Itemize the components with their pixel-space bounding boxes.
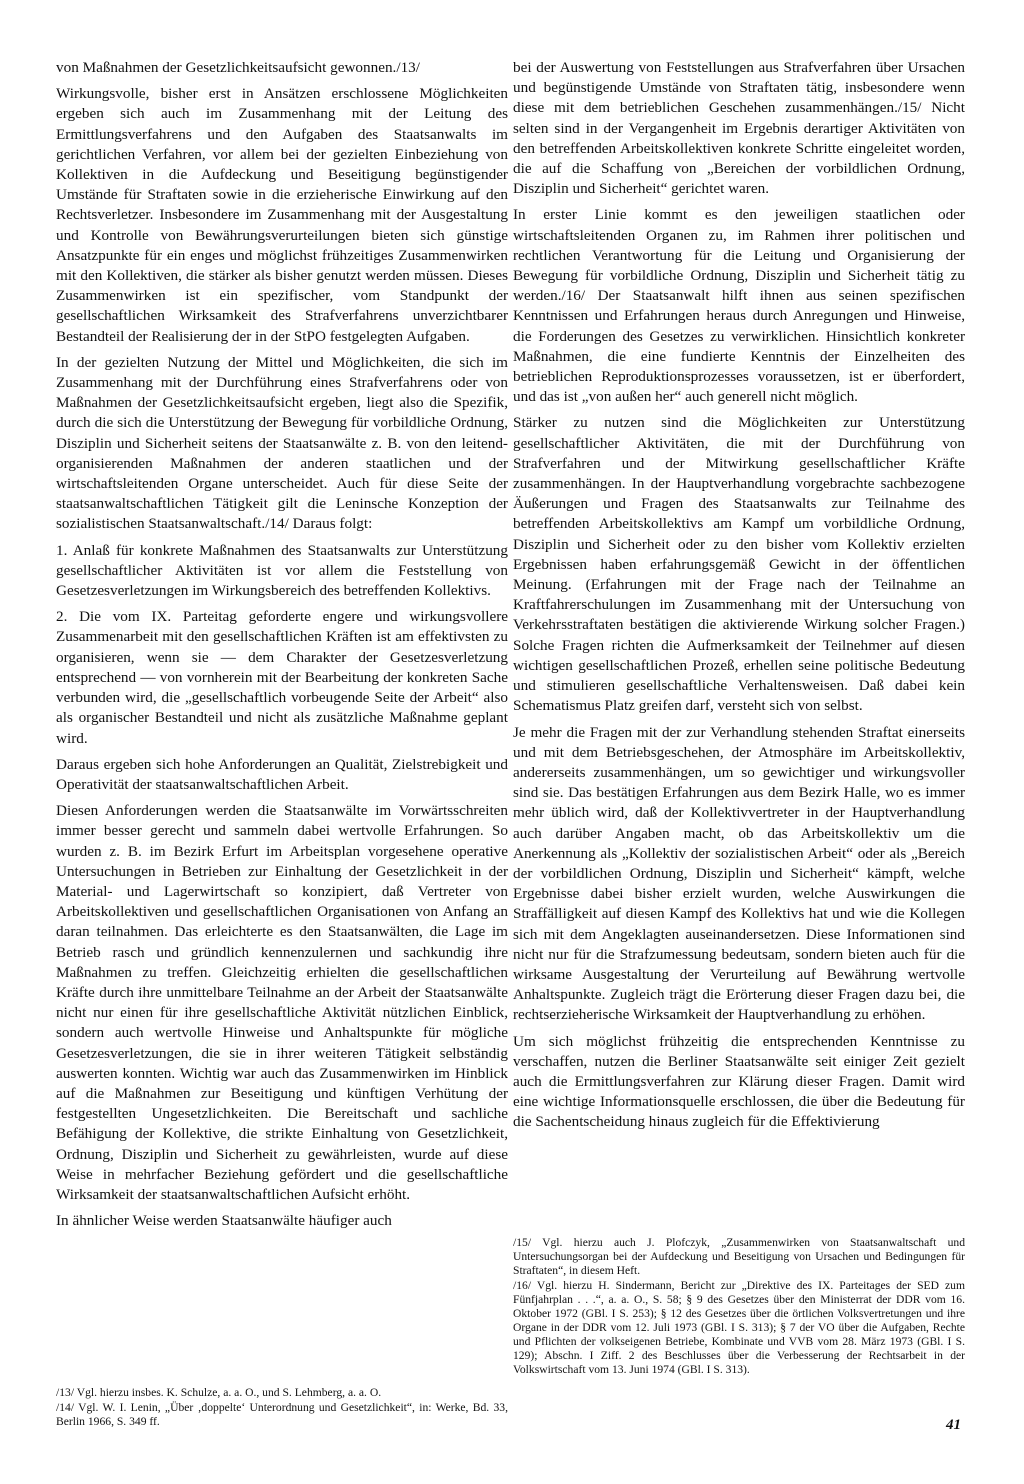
numbered-paragraph: 2. Die vom IX. Parteitag geforderte engere und wirkungsvollere Zusammenarbeit mit den gesellschaftlichen Kräften ist am effektivsten zu organisieren, wenn sie — dem Charakter der Gesetzesverletzung entsprechend — von vornherein mit der Bearbeitung der konkreten Sache verbunden wird, die „gesellschaftlich vorbeugende Seite der Arbeit“ also als organischer Bestandteil und nicht als zusätzliche Maßnahme geplant wird. [56,608,508,747]
footnote: /14/ Vgl. W. I. Lenin, „Über ‚doppelte‘ Unterordnung und Gesetzlichkeit“, in: Werke, Bd. 33, Berlin 1966, S. 349 ff. [56,1401,508,1428]
right-column [513,58,965,1139]
left-footnotes [56,1386,508,1430]
paragraph: Daraus ergeben sich hohe Anforderungen an Qualität, Zielstrebigkeit und Operativität der staatsanwaltschaftlichen Arbeit. [56,755,508,793]
paragraph: In ähnlicher Weise werden Staatsanwälte häufiger auch [56,1212,392,1230]
paragraph: bei der Auswertung von Feststellungen aus Strafverfahren über Ursachen und begünstigende Umstände von Straftaten tätig, insbesondere wenn diese mit dem betrieblichen Geschehen zusammenhängen./15/ Nicht selten sind in der Vergangenheit im Ergebnis derartiger Aktivitäten von den betreffenden Arbeitskollektiven konkrete Schritte eingeleitet worden, die auf die Schaffung von „Bereichen der vorbildlichen Ordnung, Disziplin und Sicherheit“ gerichtet waren. [513,59,965,198]
paragraph: von Maßnahmen der Gesetzlichkeitsaufsicht gewonnen./13/ [56,59,420,76]
left-column [56,58,508,1237]
footnote: /15/ Vgl. hierzu auch J. Plofczyk, „Zusammenwirken von Staatsanwaltschaft und Untersuchungsorgan bei der Aufdeckung und Beseitigung von Ursachen und Bedingungen für Straftaten“, in diesem Heft. [513,1236,965,1277]
footnote: /16/ Vgl. hierzu H. Sindermann, Bericht zur „Direktive des IX. Parteitages der SED zum Fünfjahrplan . . .“, a. a. O., S. 58; § 9 des Gesetzes über den Ministerrat der DDR vom 16. Oktober 1972 (GBl. I S. 253); § 12 des Gesetzes über die örtlichen Volksvertretungen und ihre Organe in der DDR vom 12. Juli 1973 (GBl. I S. 313); § 7 der VO über die Aufgaben, Rechte und Pflichten der volkseigenen Betriebe, Kombinate und VVB vom 28. März 1973 (GBl. I S. 129); Abschn. I Ziff. 2 des Beschlusses über die Verbesserung der Rechtsarbeit in der Volkswirtschaft vom 13. Juni 1974 (GBl. I S. 313). [513,1279,965,1376]
footnote: /13/ Vgl. hierzu insbes. K. Schulze, a. a. O., und S. Lehmberg, a. a. O. [56,1386,382,1399]
page-number: 41 [946,1417,961,1433]
paragraph: Wirkungsvolle, bisher erst in Ansätzen erschlossene Möglichkeiten ergeben sich auch im Zusammenhang mit der Leitung des Ermittlungsverfahrens und den Aufgaben des Staatsanwalts im gerichtlichen Verfahren, vor allem bei der gezielten Einbeziehung von Kollektiven in die Aufdeckung und Beseitigung begünstigender Umstände für Straftaten sowie in die erzieherische Einwirkung auf den Rechtsverletzer. Insbesondere im Zusammenhang mit der Ausgestaltung und Kontrolle von Bewährungsverurteilungen bieten sich günstige Ansatzpunkte für ein enges und möglichst frühzeitiges Zusammenwirken mit den Kollektiven, die stärker als bisher genutzt werden müssen. Dieses Zusammenwirken ist ein spezifischer, vom Standpunkt der gesellschaftlichen Wirksamkeit des Strafverfahrens unverzichtbarer Bestandteil der Realisierung der in der StPO festgelegten Aufgaben. [56,85,508,345]
paragraph: Diesen Anforderungen werden die Staatsanwälte im Vorwärtsschreiten immer besser gerecht und sammeln dabei wertvolle Erfahrungen. So wurden z. B. im Bezirk Erfurt im Arbeitsplan vorgesehene operative Untersuchungen in Betrieben zur Einhaltung der Gesetzlichkeit in der Material- und Lagerwirtschaft so konzipiert, daß Vertreter von Arbeitskollektiven und gesellschaftlichen Organisationen von Anfang an daran teilnahmen. Das erleichterte es den Staatsanwälten, die Lage im Betrieb rasch und gründlich kennenzulernen und sachkundig ihre Maßnahmen zu treffen. Gleichzeitig erhielten die gesellschaftlichen Kräfte durch ihre unmittelbare Teilnahme an der Arbeit der Staatsanwälte nicht nur einen für ihre gesellschaftliche Aktivität nützlichen Einblick, sondern auch wertvolle Hinweise und Anhaltspunkte für mögliche Gesetzesverletzungen, die sie in ihrer weiteren Tätigkeit selbständig auswerten konnten. Wichtig war auch das Zusammenwirken im Hinblick auf die Maßnahmen zur Beseitigung und künftigen Verhütung der festgestellten Ungesetzlichkeiten. Die Bereitschaft und sachliche Befähigung der Kollektive, die strikte Einhaltung von Gesetzlichkeit, Ordnung, Disziplin und Sicherheit zu gewährleisten, wurde auf diese Weise in mehrfacher Beziehung gefördert und die gesellschaftliche Wirksamkeit der staatsanwaltschaftlichen Aufsicht erhöht. [56,802,508,1203]
paragraph: Um sich möglichst frühzeitig die entsprechenden Kenntnisse zu verschaffen, nutzen die Berliner Staatsanwälte seit einiger Zeit gezielt auch die Ermittlungsverfahren zur Klärung dieser Fragen. Damit wird eine wichtige Informationsquelle erschlossen, die über die Bedeutung für die Sachentscheidung hinaus zugleich für die Effektivierung [513,1032,965,1131]
paragraph: In der gezielten Nutzung der Mittel und Möglichkeiten, die sich im Zusammenhang mit der Durchführung eines Strafverfahrens oder von Maßnahmen der Gesetzlichkeitsaufsicht ergeben, liegt also die Spezifik, durch die sich die Unterstützung der Bewegung für vorbildliche Ordnung, Disziplin und Sicherheit seitens der Staatsanwälte z. B. von den leitend-organisierenden Maßnahmen der anderen staatlichen und der wirtschaftsleitenden Organe unterscheidet. Auch für diese Seite der staatsanwaltschaftlichen Tätigkeit gilt die Leninsche Konzeption der sozialistischen Staatsanwaltschaft./14/ Daraus folgt: [56,353,508,533]
paragraph: Je mehr die Fragen mit der zur Verhandlung stehenden Straftat einerseits und mit dem Betriebsgeschehen, der Atmosphäre im Arbeitskollektiv, andererseits zusammenhängen, um so gewichtiger und wirkungsvoller sind sie. Das bestätigen Erfahrungen aus dem Bezirk Halle, wo es immer mehr üblich wird, daß der Kollektivvertreter in der Hauptverhandlung auch darüber Angaben macht, ob das Arbeitskollektiv um die Anerkennung als „Kollektiv der sozialistischen Arbeit“ oder als „Bereich der vorbildlichen Ordnung, Disziplin und Sicherheit“ kämpft, welche Ergebnisse dabei bisher erzielt wurden, welche Auswirkungen die Straffälligkeit auf diesen Kampf des Kollektivs hat und wie die Kollegen sich mit dem Angeklagten auseinandersetzen. Diese Informationen sind nicht nur für die Strafzumessung bedeutsam, sondern bieten auch für die wirksame Ausgestaltung der Verurteilung auf Bewährung wertvolle Anhaltspunkte. Zugleich trägt die Erörterung dieser Fragen dazu bei, die rechtserzieherische Wirksamkeit der Hauptverhandlung zu erhöhen. [513,723,965,1024]
numbered-paragraph: 1. Anlaß für konkrete Maßnahmen des Staatsanwalts zur Unterstützung gesellschaftlicher Aktivitäten ist vor allem die Feststellung von Gesetzesverletzungen im Wirkungsbereich des betreffenden Kollektivs. [56,541,508,600]
paragraph: In erster Linie kommt es den jeweiligen staatlichen oder wirtschaftsleitenden Organen zu, im Rahmen ihrer politischen und rechtlichen Verantwortung für die Leitung und Organisierung der Bewegung für vorbildliche Ordnung, Disziplin und Sicherheit tätig zu werden./16/ Der Staatsanwalt hilft ihnen aus seinen spezifischen Kenntnissen und Erfahrungen heraus durch Anregungen und Hinweise, die Forderungen des Gesetzes zu verwirklichen. Hinsichtlich konkreter Maßnahmen, die eine fundierte Kenntnis der Einzelheiten des betrieblichen Reproduktionsprozesses voraussetzen, ist er überfordert, und das ist „von außen her“ auch generell nicht möglich. [513,206,965,406]
paragraph: Stärker zu nutzen sind die Möglichkeiten zur Unterstützung gesellschaftlicher Aktivitäten, die mit der Durchführung von Strafverfahren und der Mitwirkung gesellschaftlicher Kräfte zusammenhängen. In der Hauptverhandlung vorgebrachte sachbezogene Äußerungen und Fragen des Staatsanwalts zur Teilnahme des betreffenden Arbeitskollektivs am Kampf um vorbildliche Ordnung, Disziplin und Sicherheit oder zu den bisher vom Kollektiv erzielten Ergebnissen haben erfahrungsgemäß Gewicht in der öffentlichen Meinung. (Erfahrungen mit der Frage nach der Teilnahme an Kraftfahrerschulungen im Zusammenhang mit der Untersuchung von Verkehrsstraftaten bestätigen die aktivierende Wirkung solcher Fragen.) Solche Fragen richten die Aufmerksamkeit der Teilnehmer auf diesen wichtigen gesellschaftlichen Prozeß, erhellen seine politische Bedeutung und stimulieren gesellschaftliche Verhaltensweisen. Daß dabei kein Schematismus Platz greifen darf, versteht sich von selbst. [513,414,965,715]
right-footnotes [513,1236,965,1378]
